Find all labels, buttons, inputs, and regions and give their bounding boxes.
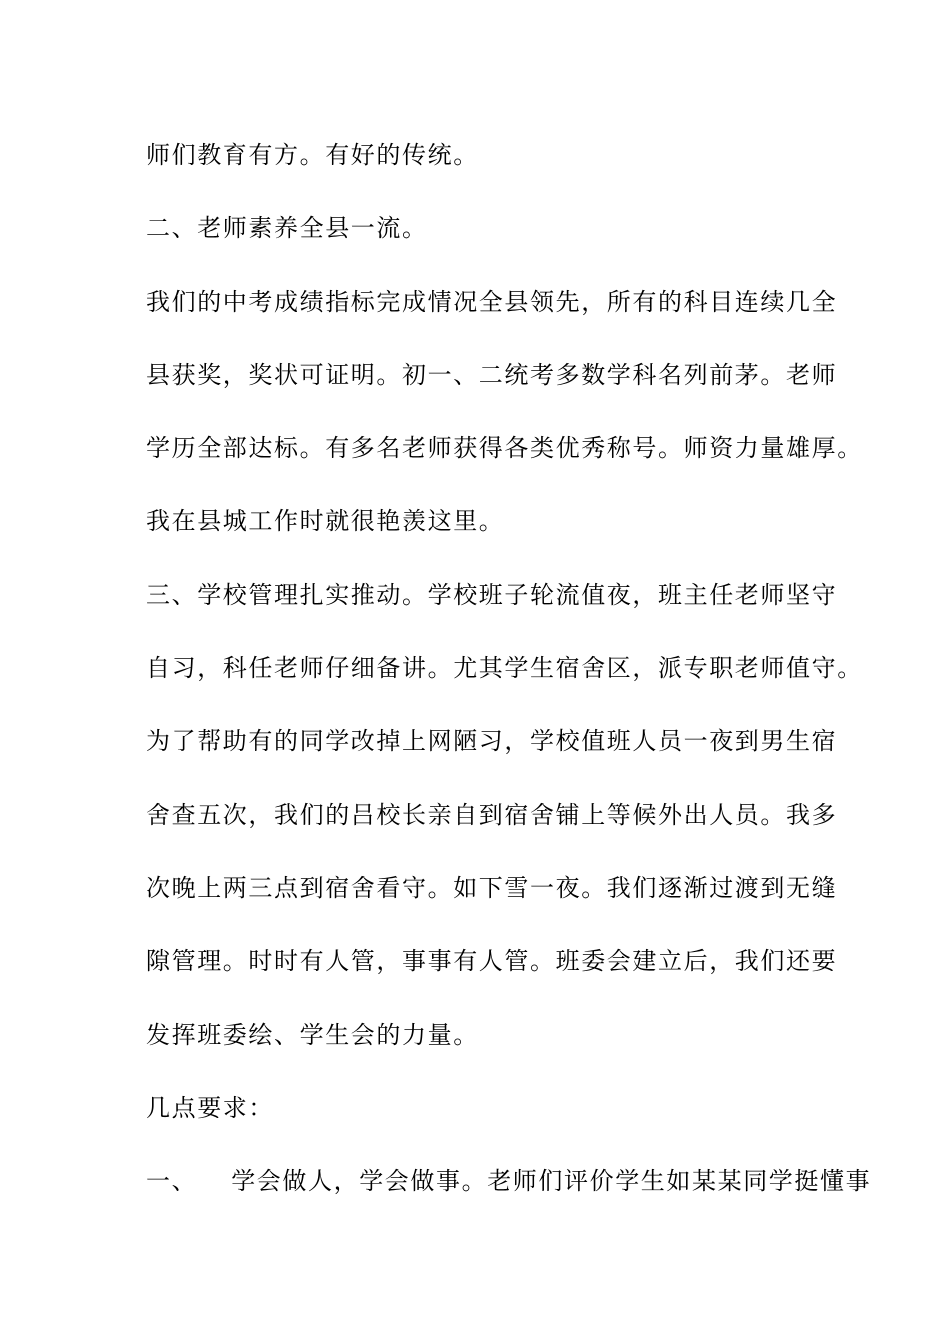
list-marker: 一、 [146,1167,198,1196]
text-line: 次晚上两三点到宿舍看守。如下雪一夜。我们逐渐过渡到无缝 [146,873,838,902]
text-line: 县获奖，奖状可证明。初一、二统考多数学科名列前茅。老师 [146,360,838,389]
text-line: 隙管理。时时有人管，事事有人管。班委会建立后，我们还要 [146,947,838,976]
body-text [146,133,872,1232]
text-line: 我们的中考成绩指标完成情况全县领先，所有的科目连续几全 [146,287,838,316]
text-line: 为了帮助有的同学改掉上网陋习，学校值班人员一夜到男生宿 [146,727,838,756]
text-line: 自习，科任老师仔细备讲。尤其学生宿舍区，派专职老师值守。 [146,654,863,683]
text-line: 我在县城工作时就很艳羡这里。 [146,507,505,536]
list-item-one [146,1159,872,1232]
text-line: 发挥班委绘、学生会的力量。 [146,1020,479,1049]
section-heading-three: 三、学校管理扎实推动。学校班子轮流值夜，班主任老师坚守 [146,580,838,609]
text-line: 学历全部达标。有多名老师获得各类优秀称号。师资力量雄厚。 [146,434,863,463]
requirements-heading: 几点要求： [146,1093,274,1122]
section-heading-two: 二、老师素养全县一流。 [146,214,428,243]
text-line: 师们教育有方。有好的传统。 [146,141,479,169]
text-line: 舍查五次，我们的吕校长亲自到宿舍铺上等候外出人员。我多 [146,800,838,829]
list-item-text: 学会做人，学会做事。老师们评价学生如某某同学挺懂事 [231,1167,872,1196]
